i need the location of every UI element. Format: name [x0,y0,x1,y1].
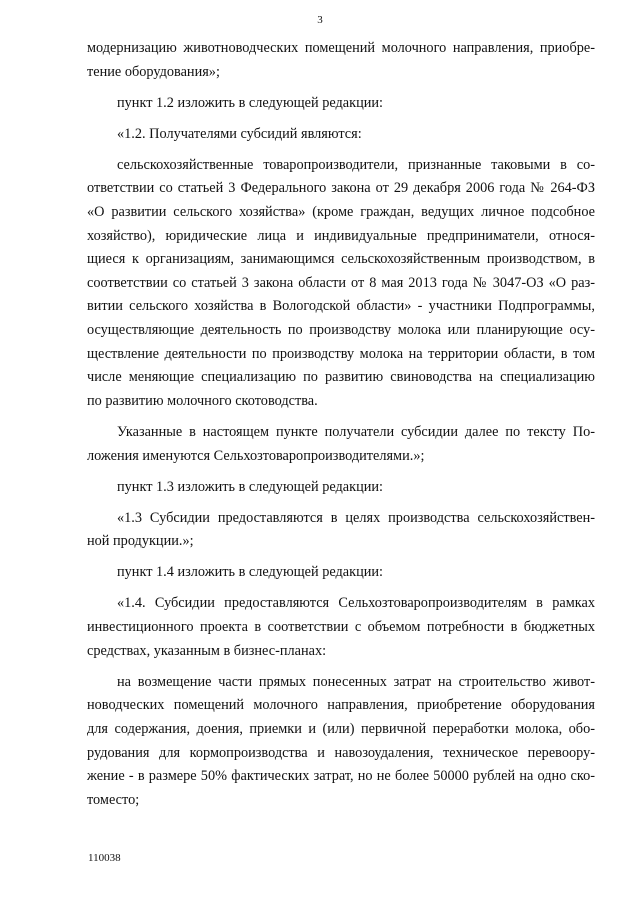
text-line: осуществляющие деятельность по производству молока или планирующие осу- [87,322,595,339]
text-line: по развитию молочного скотоводства. [87,392,318,409]
footer-document-code: 110038 [88,852,121,864]
text-line: ложения именуются Сельхозтоваропроизводителями.»; [87,447,425,464]
text-line: хозяйство), юридические лица и индивидуальные предприниматели, относя- [87,227,595,244]
text-line: модернизацию животноводческих помещений молочного направления, приобре- [87,40,595,56]
text-line: томесто; [87,791,140,808]
text-line: пункт 1.2 изложить в следующей редакции: [117,94,384,111]
text-line: Указанные в настоящем пункте получатели субсидии далее по тексту По- [117,423,595,440]
text-line: пункт 1.4 изложить в следующей редакции: [117,564,384,581]
text-line: сельскохозяйственные товаропроизводители, признанные таковыми в со- [117,156,595,173]
text-line: пункт 1.3 изложить в следующей редакции: [117,478,384,495]
text-line: соответствии со статьей 3 закона области от 8 мая 2013 года № 3047-ОЗ «О раз- [87,274,595,291]
text-line: ществление деятельности по производству молока на территории области, в том [87,345,595,362]
text-line: числе меняющие специализацию по развитию свиноводства на специализацию [87,369,595,386]
text-line: щиеся к организациям, занимающимся сельскохозяйственным производством, в [87,251,595,268]
text-line: ной продукции.»; [87,533,194,550]
text-line: «1.3 Субсидии предоставляются в целях производства сельскохозяйствен- [117,509,595,526]
text-line: витии сельского хозяйства в Вологодской области» - участники Подпрограммы, [87,298,595,315]
text-line: «1.2. Получателями субсидий являются: [117,125,362,142]
text-line: ответствии со статьей 3 Федерального закона от 29 декабря 2006 года № 264-ФЗ [87,180,595,197]
document-body [87,37,595,812]
text-line: тение оборудования»; [87,63,220,80]
text-line: рудования для кормопроизводства и навозоудаления, техническое перевоору- [87,744,595,761]
text-line: новодческих помещений молочного направления, приобретение оборудования [87,697,595,714]
text-line: жение - в размере 50% фактических затрат, но не более 50000 рублей на одно ско- [87,768,595,785]
text-line: инвестиционного проекта в соответствии с объемом потребности в бюджетных [87,619,595,636]
text-line: для содержания, доения, приемки и (или) первичной переработки молока, обо- [87,720,595,737]
text-line: «1.4. Субсидии предоставляются Сельхозтоваропроизводителям в рамках [117,595,595,612]
text-line: средствах, указанным в бизнес-планах: [87,642,327,659]
page-number: 3 [317,14,323,26]
text-line: на возмещение части прямых понесенных затрат на строительство живот- [117,673,595,690]
text-line: «О развитии сельского хозяйства» (кроме граждан, ведущих личное подсобное [87,204,595,221]
